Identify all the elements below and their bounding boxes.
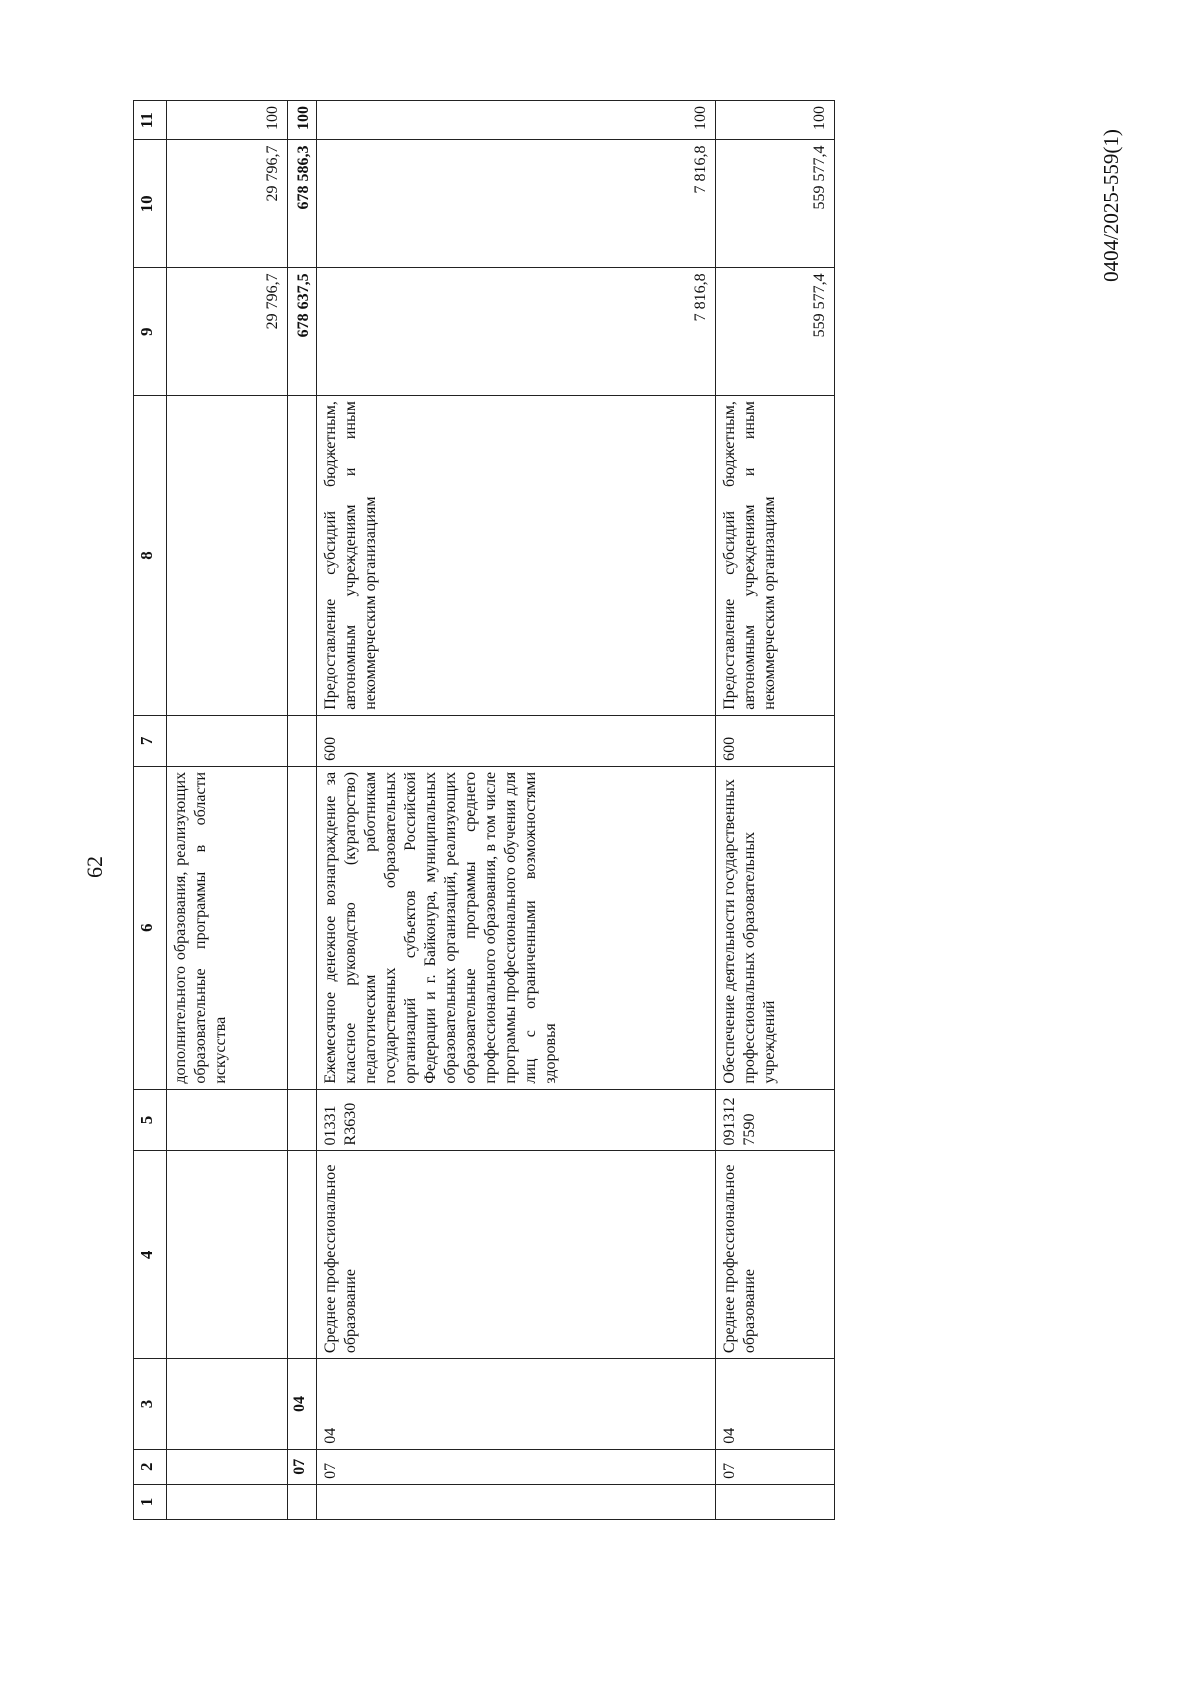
table-cell: Обеспечение деятельности государственных профессиональных образовательных учреждений	[716, 766, 835, 1089]
table-cell: Среднее профессиональное образование	[317, 1151, 716, 1359]
table-row	[288, 101, 317, 1520]
table-cell	[317, 1484, 716, 1519]
table-cell: 07	[288, 1449, 317, 1484]
table-cell	[288, 1484, 317, 1519]
table-cell: 091312 7590	[716, 1089, 835, 1151]
table-cell: 100	[317, 101, 716, 141]
column-header: 10	[134, 140, 167, 268]
table-cell	[167, 1449, 288, 1484]
table-row	[167, 101, 288, 1520]
table-cell	[288, 1089, 317, 1151]
table-cell	[167, 715, 288, 766]
table-cell	[716, 1484, 835, 1519]
table-cell: 04	[317, 1359, 716, 1450]
table-row	[716, 101, 835, 1520]
column-header: 11	[134, 101, 167, 141]
table-cell	[288, 766, 317, 1089]
table-cell: 7 816,8	[317, 140, 716, 268]
table-cell: 07	[317, 1449, 716, 1484]
table-cell: 01331 R3630	[317, 1089, 716, 1151]
table-cell: 559 577,4	[716, 140, 835, 268]
table-cell	[167, 1151, 288, 1359]
table-cell	[288, 396, 317, 716]
table-cell	[288, 1151, 317, 1359]
table-cell	[167, 1359, 288, 1450]
table-cell: 678 637,5	[288, 268, 317, 396]
document-code-text: 0404/2025-559(1)	[1098, 128, 1123, 282]
table-header-row	[134, 101, 167, 1520]
table-cell: 07	[716, 1449, 835, 1484]
table-cell: 100	[716, 101, 835, 141]
table-cell: 678 586,3	[288, 140, 317, 268]
table-cell	[288, 715, 317, 766]
page-number-text: 62	[82, 856, 107, 878]
table-cell: 100	[167, 101, 288, 141]
table-cell: 7 816,8	[317, 268, 716, 396]
column-header: 6	[134, 766, 167, 1089]
table-cell: Ежемесячное денежное вознаграждение за классное руководство (кураторство) педагогическим работникам государственных образовательных организаций субъектов Российской Федерации и г. Байконура, муниципальных образовательных организаций, реализующих образовательные программы среднего профессионального образования, в том числе программы профессионального обучения для лиц с ограниченными возможностями здоровья	[317, 766, 716, 1089]
table-cell: Предоставление субсидий бюджетным, автономным учреждениям и иным некоммерческим организациям	[716, 396, 835, 716]
budget-table	[133, 100, 835, 1520]
page-number	[83, 840, 107, 894]
table-cell: 29 796,7	[167, 268, 288, 396]
column-header: 8	[134, 396, 167, 716]
table-cell: Предоставление субсидий бюджетным, автономным учреждениям и иным некоммерческим организациям	[317, 396, 716, 716]
table-cell: 100	[288, 101, 317, 141]
column-header: 9	[134, 268, 167, 396]
table-cell	[167, 1484, 288, 1519]
table-row	[317, 101, 716, 1520]
table-cell: 559 577,4	[716, 268, 835, 396]
table-cell: 600	[317, 715, 716, 766]
table-cell: 600	[716, 715, 835, 766]
column-header: 3	[134, 1359, 167, 1450]
document-code	[1096, 95, 1126, 315]
column-header: 5	[134, 1089, 167, 1151]
column-header: 2	[134, 1449, 167, 1484]
column-header: 7	[134, 715, 167, 766]
table-cell: дополнительного образования, реализующих образовательные программы в области искусства	[167, 766, 288, 1089]
column-header: 4	[134, 1151, 167, 1359]
rotated-table-page	[133, 100, 1033, 1520]
table-cell	[167, 396, 288, 716]
column-header: 1	[134, 1484, 167, 1519]
table-cell: 04	[288, 1359, 317, 1450]
table-cell: 04	[716, 1359, 835, 1450]
table-cell	[167, 1089, 288, 1151]
table-cell: Среднее профессиональное образование	[716, 1151, 835, 1359]
table-cell: 29 796,7	[167, 140, 288, 268]
